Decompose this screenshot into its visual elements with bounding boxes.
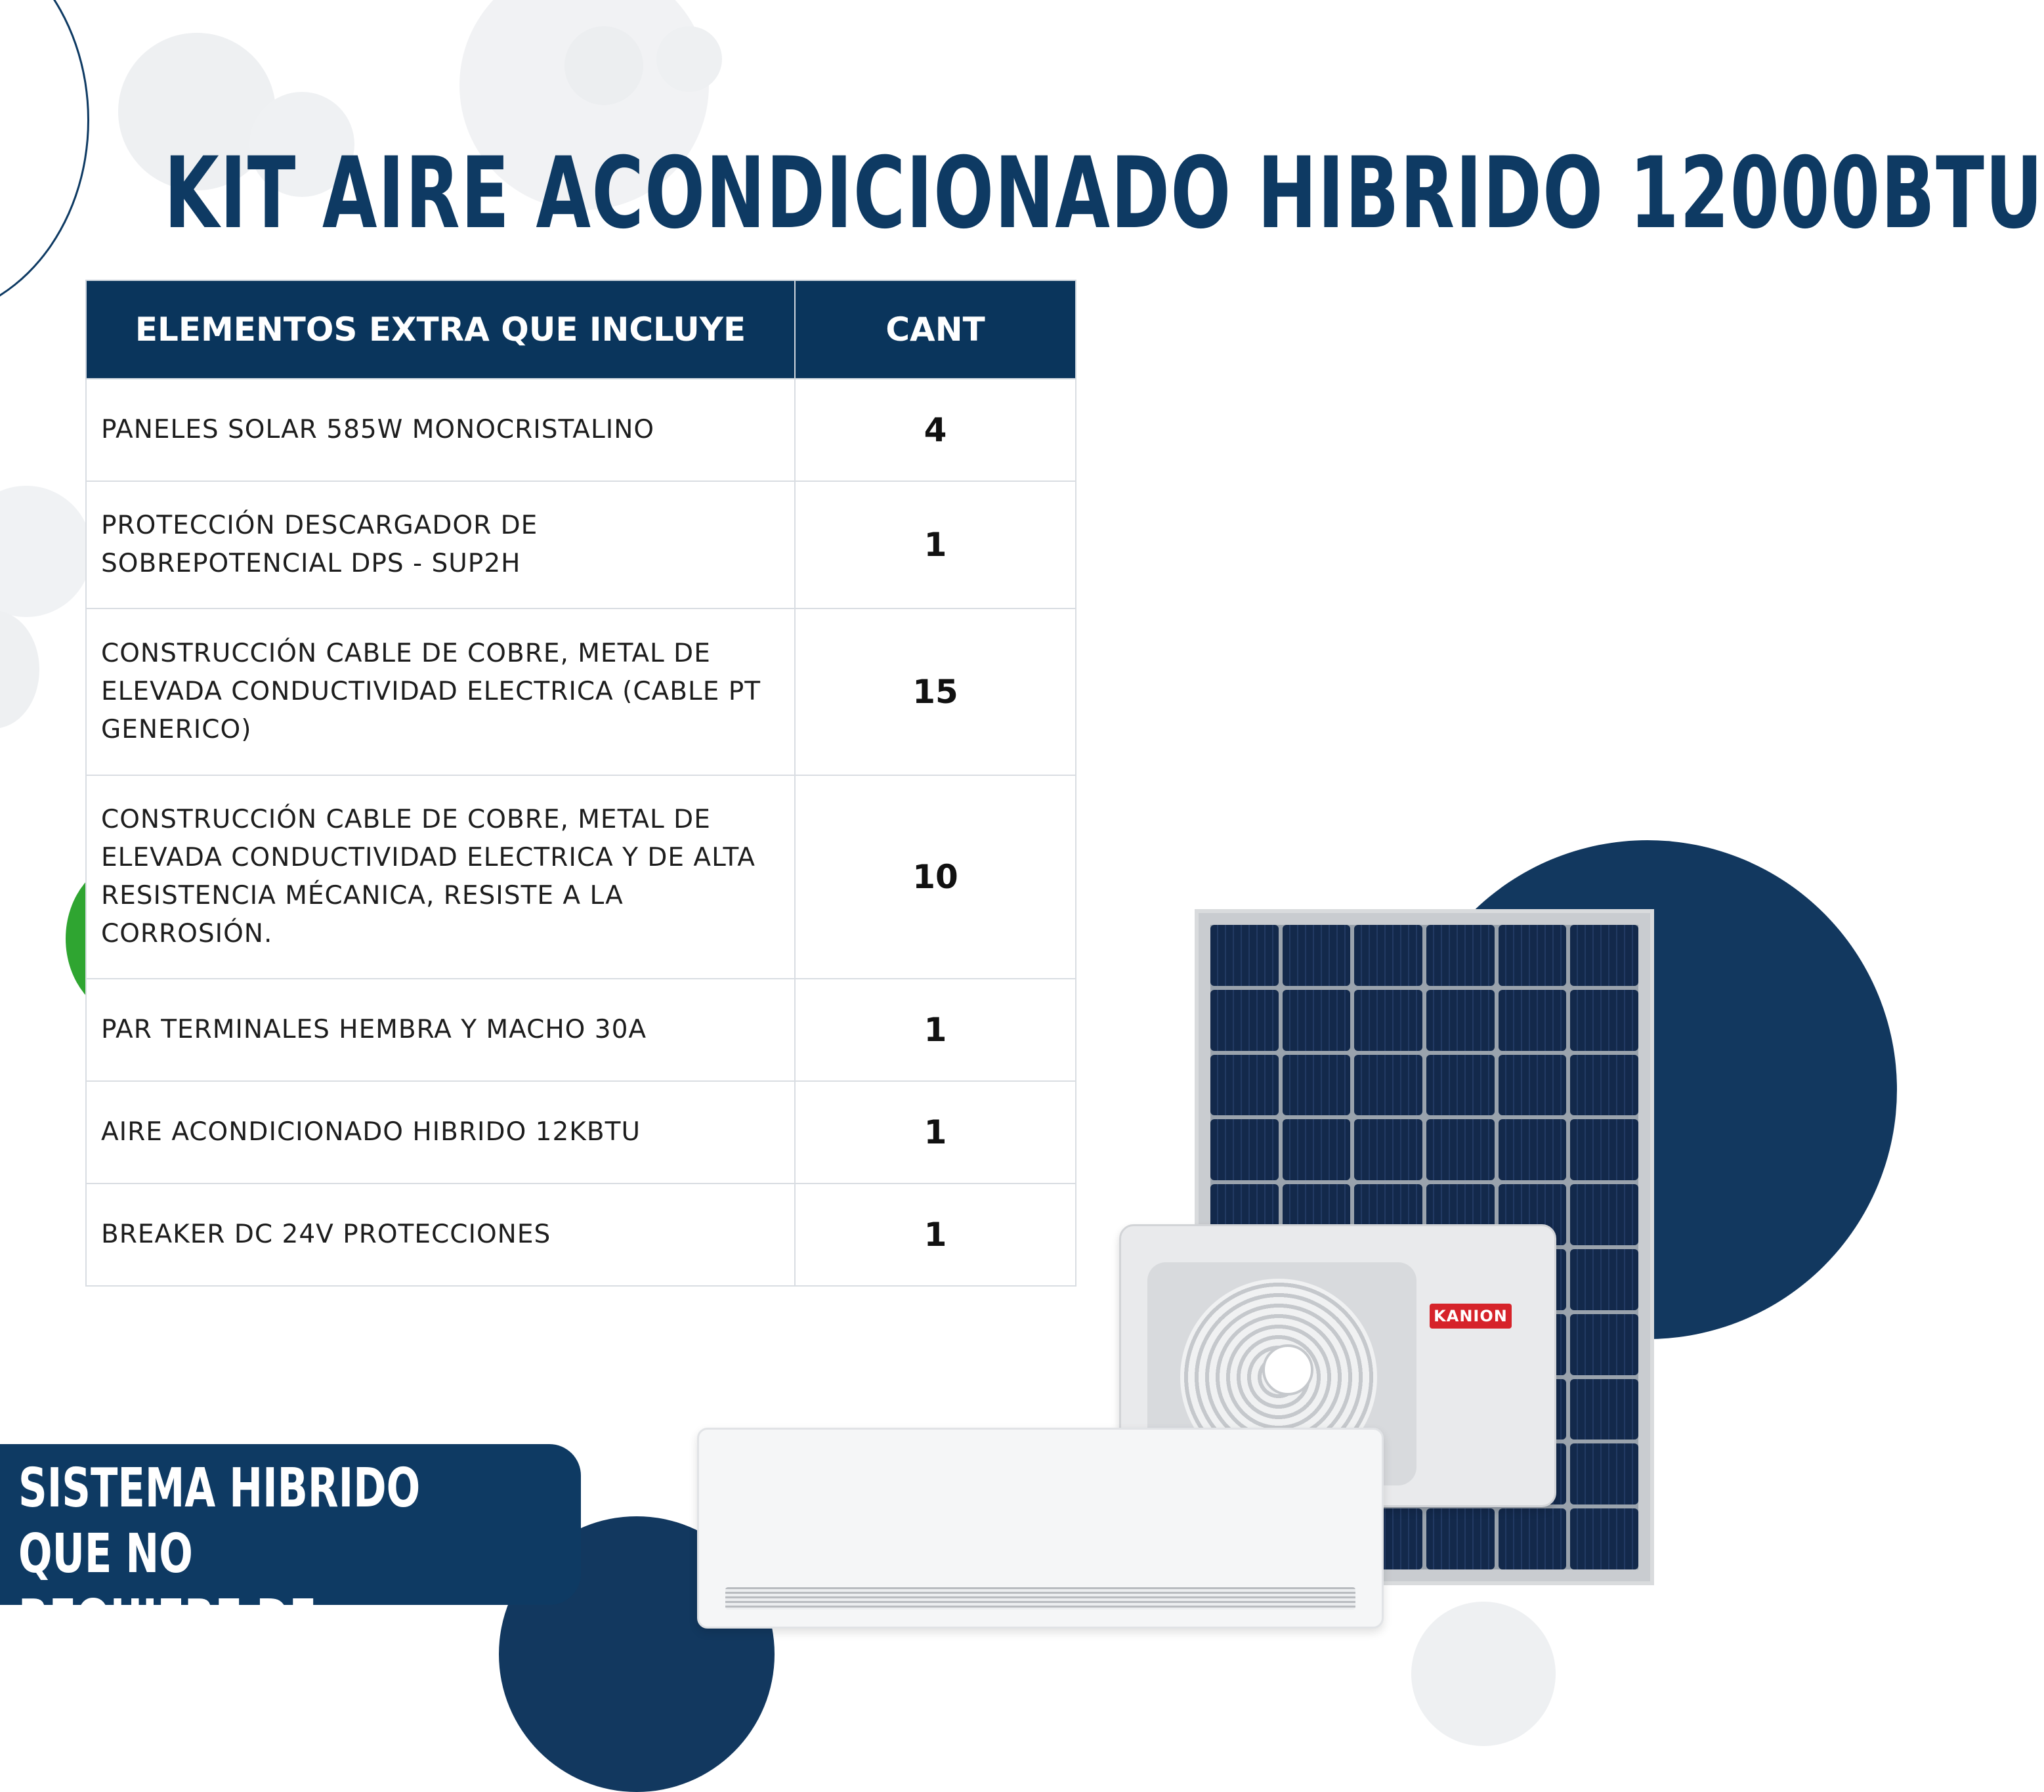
- column-header-items: ELEMENTOS EXTRA QUE INCLUYE: [86, 280, 795, 379]
- solar-cell: [1570, 1119, 1638, 1180]
- grey-bubble-decoration: [0, 486, 92, 617]
- solar-cell: [1570, 1443, 1638, 1504]
- solar-cell: [1426, 925, 1495, 986]
- item-quantity: 4: [795, 379, 1076, 481]
- solar-cell: [1499, 1119, 1567, 1180]
- solar-cell: [1499, 1508, 1567, 1569]
- solar-cell: [1354, 1119, 1422, 1180]
- solar-cell: [1283, 1119, 1351, 1180]
- table-row: [86, 379, 1076, 481]
- item-description: BREAKER DC 24V PROTECCIONES: [86, 1184, 795, 1286]
- item-description: CONSTRUCCIÓN CABLE DE COBRE, METAL DE ELEVADA CONDUCTIVIDAD ELECTRICA Y DE ALTA RESISTENCIA MÉCANICA, RESISTE A LA CORROSIÓN.: [86, 775, 795, 979]
- solar-cell: [1499, 990, 1567, 1051]
- solar-cell: [1354, 925, 1422, 986]
- table-header-row: [86, 280, 1076, 379]
- item-quantity: 1: [795, 481, 1076, 608]
- solar-cell: [1354, 990, 1422, 1051]
- solar-cell: [1499, 1055, 1567, 1116]
- indoor-unit-vent: [725, 1587, 1355, 1610]
- solar-cell: [1570, 1379, 1638, 1440]
- solar-cell: [1570, 1055, 1638, 1116]
- solar-cell: [1570, 1184, 1638, 1245]
- item-quantity: 1: [795, 979, 1076, 1081]
- table-row: [86, 481, 1076, 608]
- solar-cell: [1570, 925, 1638, 986]
- item-quantity: 15: [795, 608, 1076, 775]
- item-quantity: 10: [795, 775, 1076, 979]
- solar-cell: [1283, 990, 1351, 1051]
- solar-cell: [1426, 1508, 1495, 1569]
- solar-cell: [1283, 925, 1351, 986]
- outline-circle-decoration: [0, 0, 89, 319]
- brand-logo: KANION: [1430, 1304, 1512, 1329]
- indoor-unit-image: [697, 1428, 1384, 1629]
- solar-cell: [1570, 1249, 1638, 1310]
- solar-cell: [1210, 1119, 1279, 1180]
- item-description: CONSTRUCCIÓN CABLE DE COBRE, METAL DE ELEVADA CONDUCTIVIDAD ELECTRICA (CABLE PT GENERICO): [86, 608, 795, 775]
- item-quantity: 1: [795, 1184, 1076, 1286]
- banner-text: SISTEMA HIBRIDO QUE NO REQUIERE DE BATERIAS: [18, 1457, 421, 1717]
- grey-bubble-decoration: [0, 610, 39, 729]
- solar-cell: [1426, 990, 1495, 1051]
- item-description: PAR TERMINALES HEMBRA Y MACHO 30A: [86, 979, 795, 1081]
- table-row: [86, 608, 1076, 775]
- fan-hub: [1262, 1344, 1313, 1396]
- solar-cell: [1570, 990, 1638, 1051]
- solar-cell: [1570, 1508, 1638, 1569]
- solar-cell: [1210, 1055, 1279, 1116]
- solar-cell: [1570, 1314, 1638, 1375]
- solar-cell: [1283, 1055, 1351, 1116]
- page-title: KIT AIRE ACONDICIONADO HIBRIDO 12000BTU: [164, 137, 2044, 251]
- solar-cell: [1426, 1055, 1495, 1116]
- column-header-qty: CANT: [795, 280, 1076, 379]
- solar-cell: [1210, 990, 1279, 1051]
- item-description: PANELES SOLAR 585W MONOCRISTALINO: [86, 379, 795, 481]
- grey-bubble-decoration: [656, 26, 722, 92]
- item-quantity: 1: [795, 1081, 1076, 1184]
- item-description: PROTECCIÓN DESCARGADOR DE SOBREPOTENCIAL DPS - SUP2H: [86, 481, 795, 608]
- promo-banner: [0, 1444, 581, 1717]
- product-illustration: [696, 899, 1680, 1680]
- solar-cell: [1354, 1055, 1422, 1116]
- solar-cell: [1499, 925, 1567, 986]
- item-description: AIRE ACONDICIONADO HIBRIDO 12KBTU: [86, 1081, 795, 1184]
- solar-cell: [1210, 925, 1279, 986]
- grey-bubble-decoration: [564, 26, 643, 105]
- solar-cell: [1426, 1119, 1495, 1180]
